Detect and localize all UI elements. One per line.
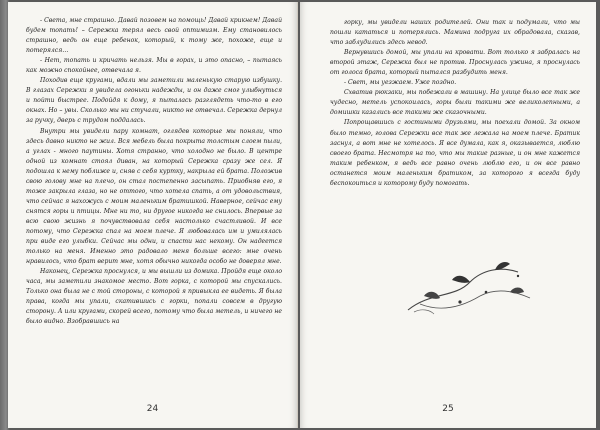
right-page	[300, 2, 596, 428]
paragraph: - Света, мне страшно. Давай позовем на помощь! Давай крикнем! Давай будем топать! – Сережка терял весь свой оптимизм. Ему становилось страшно, ведь он еще ребенок, который, к тому же, похоже, еще и потерялся…	[26, 17, 282, 55]
left-page-text	[26, 16, 282, 327]
right-page-text	[330, 18, 580, 189]
page-number: 25	[442, 404, 454, 414]
left-page	[8, 2, 298, 428]
paragraph: - Нет, топать и кричать нельзя. Мы в горах, и это опасно, – пытаясь как можно спокойнее, отвечала я.	[26, 57, 282, 75]
floral-ornament-icon	[400, 252, 540, 322]
paragraph: Походив еще кругами, вдали мы заметили маленькую старую избушку. В глазах Сережки я увидела огоньки надежды, и он даже смог улыбнуться и пойти быстрее. Подойдя к дому, я пыталась разглядеть что-то в его окнах. Но – увы. Сколько мы ни стучали, никто не отвечал. Сережка дернул за ручку, дверь с трудом поддалась.	[26, 77, 282, 125]
paragraph: Наконец, Сережка проснулся, и мы вышли из домика. Пройдя еще около часа, мы заметили знакомое место. Вот горка, с которой мы спускались. Только она была не с той стороны, с которой я привыкла ее видеть. Я была права, когда мы упали, скатившись с горки, попали совсем в другую сторону. А или кругами, скорей всего, потому что была метель, и ничего не было видно. Взобравшись на	[26, 268, 282, 326]
page-number: 24	[146, 404, 159, 414]
paragraph: Внутри мы увидели пару комнат, оглядев которые мы поняли, что здесь давно никто не жил. Вся мебель была покрыта толстым слоем пыли, а углах - много паутины. Хотя странно, что холодно не было. В центре одной из комнат стоял диван, на который Сережка сразу же сел. Я подошла к нему поближе и, сняв с себя куртку, накрыла ей брата. Положив свою голову мне на плечо, он стал постепенно засыпать. Приобняв его, я тоже закрыла глаза, но не оттого, что хотела спать, а от удовольствия, что сейчас я нахожусь с моим маленьким братишкой. Наверное, сейчас ему снятся горы и птицы. Мне ни то, ни другое никогда не снилось. Впервые за всю свою жизнь я почувствовала себя настолько счастливой. И все потому, что Сережка спал на моем плече. Я любовалась им и умилялась при виде его улыбки. Сейчас мы одни, и спасти нас некому. Он надеется только на меня. Именно это радовало меня больше всего: мне очень нравилось, что брат верит мне, хотя обычно никогда особо не доверял мне.	[26, 127, 282, 266]
paragraph: Вернувшись домой, мы упали на кровати. Вот только я забралась на второй этаж, Сережка был не против. Проснулась ужина, я проснулась от голоса брата, который пытался разбудить меня.	[330, 49, 580, 77]
paragraph: горку, мы увидели наших родителей. Они так и подумали, что мы пошли кататься и потерялись. Мамина подруга их обрадовала, сказав, что заблудились здесь невод.	[330, 19, 580, 47]
paragraph: Схватив рюкзаки, мы побежали в машину. На улице было все так же чудесно, метель успокоилась, горы были такими же великолепными, а домишки казались все такими же сказочными.	[330, 89, 580, 117]
paragraph: - Свет, мы уезжаем. Уже поздно.	[344, 79, 457, 87]
paragraph: Попрощавшись с гостиными друзьями, мы поехали домой. За окном было темно, голова Сережки все так же лежала на моем плече. Братик заснул, а вот мне не хотелось. Я все думала, как я, оказывается, люблю своего брата. Несмотря на то, что мы такие разные, и он мне кажется таким ребенком, я ведь все равно очень люблю его, и он все равно останется моим маленьким братиком, за которого я всегда буду беспокоиться и которому буду помогать.	[330, 119, 580, 187]
